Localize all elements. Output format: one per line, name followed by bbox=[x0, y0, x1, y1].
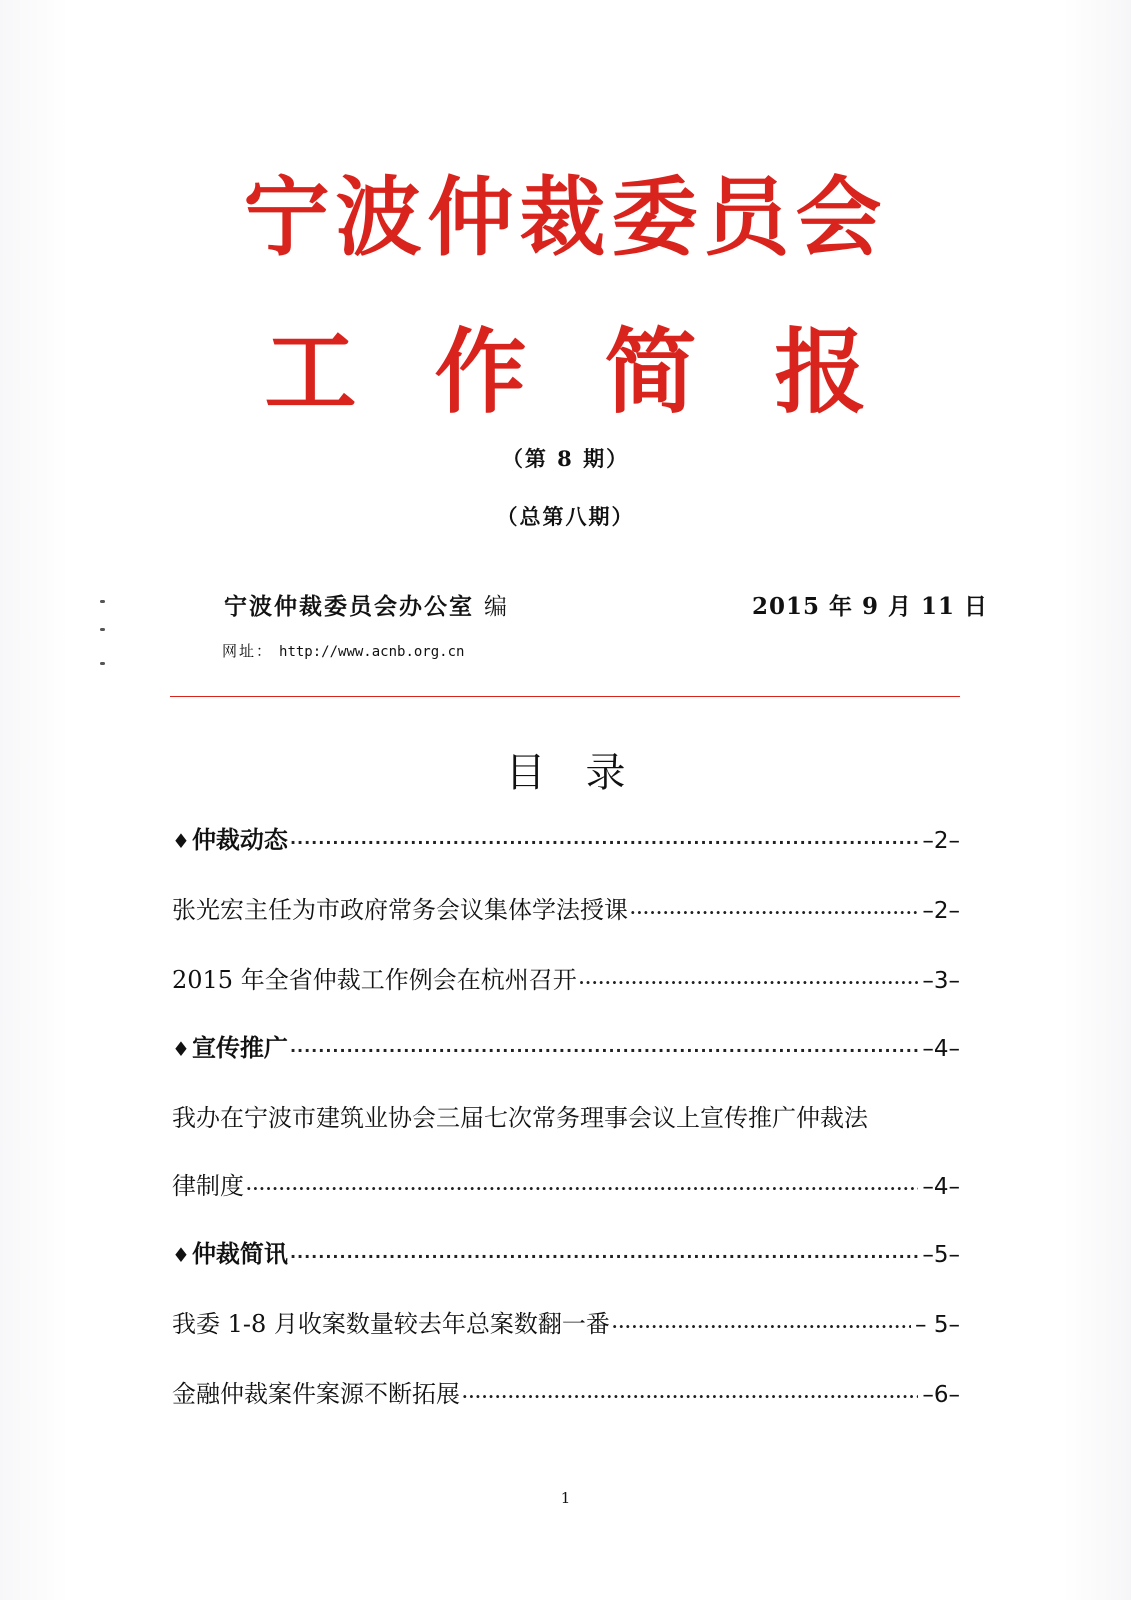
toc-entry[interactable] bbox=[172, 962, 960, 998]
toc-entry-title: 我委 1-8 月收案数量较去年总案数翻一番 bbox=[172, 1310, 610, 1338]
toc-page-number: –5– bbox=[922, 1242, 960, 1268]
issue-total: （总第八期） bbox=[496, 504, 635, 529]
dot-leader bbox=[290, 1239, 918, 1275]
website-url[interactable]: http://www.acnb.org.cn bbox=[279, 644, 465, 660]
website-label: 网址： bbox=[222, 642, 274, 660]
toc-section-title: 仲裁简讯 bbox=[191, 1240, 288, 1268]
toc-entry-title: 2015 年全省仲裁工作例会在杭州召开 bbox=[172, 966, 577, 994]
toc-entry-title: 金融仲裁案件案源不断拓展 bbox=[172, 1380, 460, 1408]
toc-page-number: –2– bbox=[922, 828, 960, 854]
toc-page-number: –6– bbox=[922, 1382, 960, 1408]
toc-page-number: –4– bbox=[922, 1174, 960, 1200]
scan-mark bbox=[100, 600, 105, 603]
toc-section-title: 仲裁动态 bbox=[191, 826, 288, 854]
toc-entry[interactable] bbox=[172, 1376, 960, 1412]
toc-page-number: –3– bbox=[922, 968, 960, 994]
website-line bbox=[222, 640, 464, 663]
editor-suffix: 编 bbox=[484, 594, 509, 620]
dot-leader bbox=[290, 1033, 918, 1069]
dot-leader bbox=[612, 1309, 911, 1345]
page-number: 1 bbox=[560, 1489, 571, 1507]
dot-leader bbox=[630, 895, 918, 931]
toc-entry-line[interactable] bbox=[172, 1100, 960, 1136]
issue-number: （第 8 期） bbox=[501, 446, 630, 471]
dot-leader bbox=[246, 1171, 918, 1207]
toc-section[interactable] bbox=[172, 1236, 960, 1272]
masthead-title: 宁波仲裁委员会 bbox=[243, 168, 888, 268]
issue-date: 2015 年 9 月 11 日 bbox=[752, 593, 989, 620]
masthead-subtitle: 工作简报 bbox=[264, 319, 945, 426]
dot-leader bbox=[579, 965, 919, 1001]
editor-office: 宁波仲裁委员会办公室 bbox=[224, 593, 474, 620]
dot-leader bbox=[462, 1379, 918, 1415]
toc-section[interactable] bbox=[172, 822, 960, 858]
scan-mark bbox=[100, 662, 105, 665]
diamond-bullet-icon: ♦ bbox=[172, 1243, 190, 1267]
toc-entry[interactable] bbox=[172, 892, 960, 928]
toc-page-number: –2– bbox=[922, 898, 960, 924]
dot-leader bbox=[290, 825, 918, 861]
toc-section[interactable] bbox=[172, 1030, 960, 1066]
editor-line bbox=[224, 592, 509, 622]
toc-entry[interactable] bbox=[172, 1168, 960, 1204]
toc-page-number: –4– bbox=[922, 1036, 960, 1062]
toc-entry-title: 律制度 bbox=[172, 1172, 244, 1200]
toc-entry-title: 张光宏主任为市政府常务会议集体学法授课 bbox=[172, 896, 628, 924]
diamond-bullet-icon: ♦ bbox=[172, 1037, 190, 1061]
diamond-bullet-icon: ♦ bbox=[172, 829, 190, 853]
toc-entry-title: 我办在宁波市建筑业协会三届七次常务理事会议上宣传推广仲裁法 bbox=[172, 1104, 868, 1132]
toc-heading: 目录 bbox=[505, 750, 666, 796]
toc-section-title: 宣传推广 bbox=[191, 1034, 288, 1062]
toc-page-number: – 5– bbox=[915, 1312, 960, 1338]
header-divider bbox=[170, 696, 960, 697]
toc-entry[interactable] bbox=[172, 1306, 960, 1342]
scan-mark bbox=[100, 628, 105, 631]
